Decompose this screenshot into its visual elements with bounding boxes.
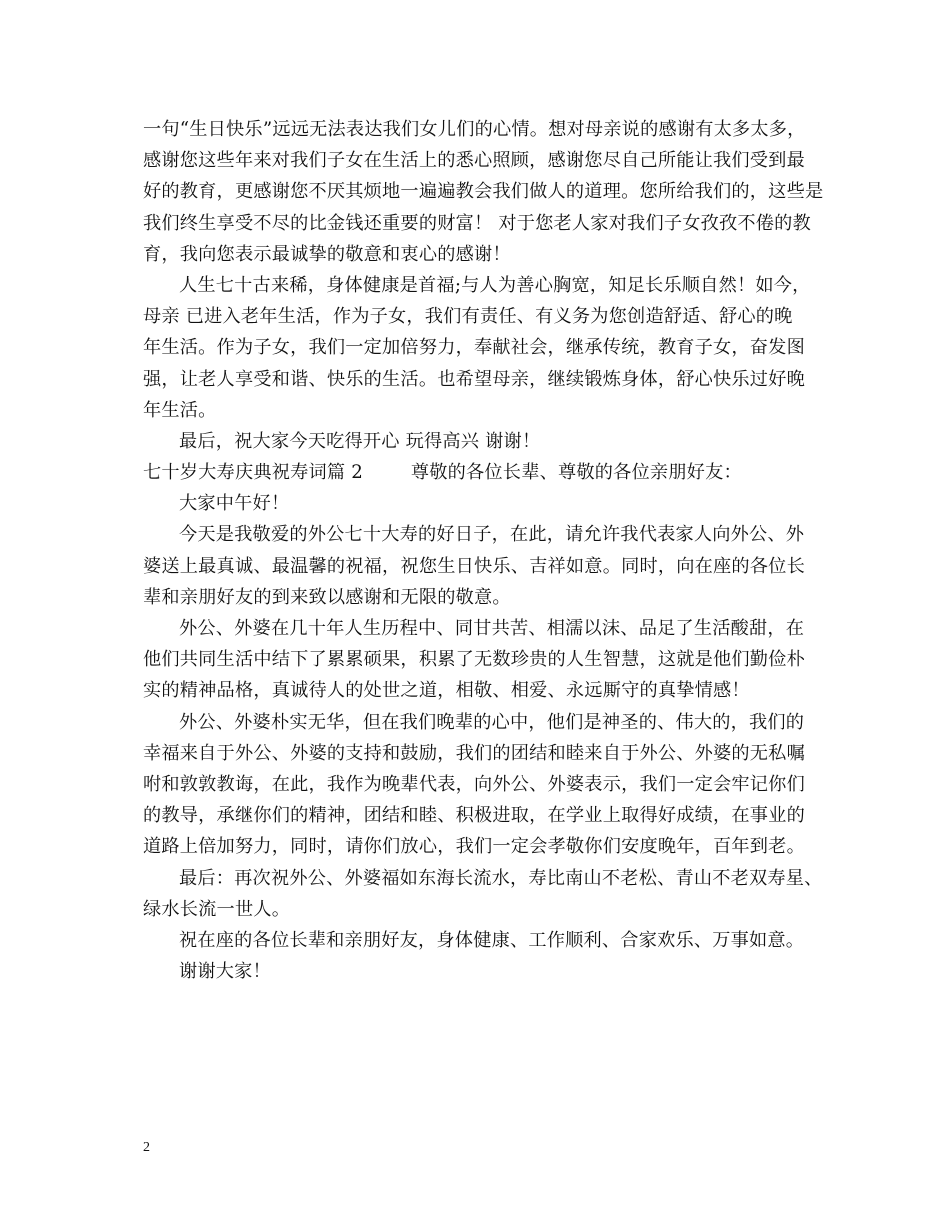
paragraph-line: 他们共同生活中结下了累累硕果，积累了无数珍贵的人生智慧，这就是他们勤俭朴 — [143, 649, 805, 671]
paragraph-line: 最后：再次祝外公、外婆福如东海长流水，寿比南山不老松、青山不老双寿星、 — [179, 867, 823, 889]
paragraph-line: 今天是我敬爱的外公七十大寿的好日子，在此，请允许我代表家人向外公、外 — [179, 524, 805, 546]
page-number: 2 — [143, 1140, 150, 1155]
closing-line: 最后，祝大家今天吃得开心 玩得高兴 谢谢！ — [179, 430, 541, 452]
paragraph-line: 强，让老人享受和谐、快乐的生活。也希望母亲，继续锻炼身体，舒心快乐过好晚 — [143, 368, 805, 390]
paragraph-line: 幸福来自于外公、外婆的支持和鼓励，我们的团结和睦来自于外公、外婆的无私嘱 — [143, 742, 805, 764]
blessing-line: 祝在座的各位长辈和亲朋好友，身体健康、工作顺利、合家欢乐、万事如意。 — [179, 929, 805, 951]
paragraph-line: 咐和敦敦教诲，在此，我作为晚辈代表，向外公、外婆表示，我们一定会牢记你们 — [143, 773, 805, 795]
document-body — [143, 114, 824, 987]
paragraph-line: 辈和亲朋好友的到来致以感谢和无限的敬意。 — [143, 586, 511, 608]
paragraph-line: 道路上倍加努力，同时，请你们放心，我们一定会孝敬你们安度晚年，百年到老。 — [143, 836, 805, 858]
paragraph-line: 好的教育，更感谢您不厌其烦地一遍遍教会我们做人的道理。您所给我们的，这些是 — [143, 181, 824, 203]
paragraph-line: 我们终生享受不尽的比金钱还重要的财富！ 对于您老人家对我们子女孜孜不倦的教 — [143, 212, 811, 234]
paragraph-line: 年生活。 — [143, 399, 217, 421]
paragraph-line: 人生七十古来稀，身体健康是首福;与人为善心胸宽，知足长乐顺自然！如今， — [179, 274, 811, 296]
paragraph-line: 母亲 已进入老年生活，作为子女，我们有责任、有义务为您创造舒适、舒心的晚 — [143, 306, 793, 328]
paragraph-line: 年生活。作为子女，我们一定加倍努力，奉献社会，继承传统，教育子女，奋发图 — [143, 337, 805, 359]
paragraph-line: 外公、外婆朴实无华，但在我们晚辈的心中，他们是神圣的、伟大的，我们的 — [179, 711, 805, 733]
paragraph-line: 绿水长流一世人。 — [143, 898, 291, 920]
paragraph-line: 外公、外婆在几十年人生历程中、同甘共苦、相濡以沫、品足了生活酸甜，在 — [179, 618, 805, 639]
section-heading: 七十岁大寿庆典祝寿词篇 2 尊敬的各位长辈、尊敬的各位亲朋好友： — [143, 462, 742, 484]
paragraph-line: 一句“生日快乐”远远无法表达我们女儿们的心情。想对母亲说的感谢有太多太多， — [143, 119, 806, 140]
thanks-line: 谢谢大家！ — [179, 961, 271, 983]
paragraph-line: 感谢您这些年来对我们子女在生活上的悉心照顾，感谢您尽自己所能让我们受到最 — [143, 150, 805, 172]
paragraph-line: 婆送上最真诚、最温馨的祝福，祝您生日快乐、吉祥如意。同时，向在座的各位长 — [143, 555, 805, 577]
paragraph-line: 实的精神品格，真诚待人的处世之道，相敬、相爱、永远厮守的真挚情感！ — [143, 680, 750, 702]
paragraph-line: 育，我向您表示最诚挚的敬意和衷心的感谢！ — [143, 243, 511, 265]
paragraph-line: 的教导，承继你们的精神，团结和睦、积极进取，在学业上取得好成绩，在事业的 — [143, 805, 805, 827]
greeting-line: 大家中午好！ — [179, 493, 290, 515]
